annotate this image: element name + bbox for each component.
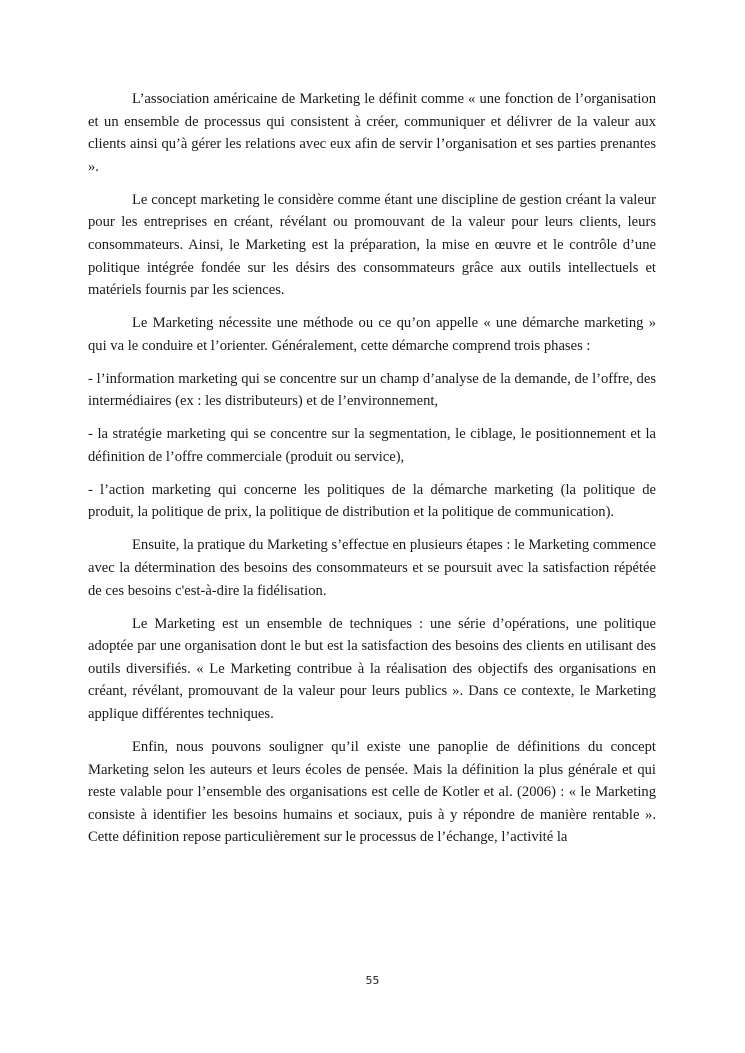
paragraph-marketing-practice: Ensuite, la pratique du Marketing s’effectue en plusieurs étapes : le Marketing commence avec la détermination des besoins des consommateurs et se poursuit avec la satisfaction répétée de ces besoins c'est-à-dire la fidélisation. (88, 537, 656, 599)
page-number: 55 (365, 974, 380, 987)
paragraph-marketing-concept: Le concept marketing le considère comme étant une discipline de gestion créant la valeur pour les entreprises en créant, révélant ou promouvant de la valeur pour leurs clients, leurs consommateurs. Ainsi, le Marketing est la préparation, la mise en œuvre et le contrôle d’une politique intégrée fondée sur les désirs des consommateurs grâce aux outils intellectuels et matériels fournis par les sciences. (88, 191, 656, 299)
list-item-action-marketing: - l’action marketing qui concerne les politiques de la démarche marketing (la politique de produit, la politique de prix, la politique de distribution et la politique de communication). (88, 481, 656, 521)
list-item-strategy-marketing: - la stratégie marketing qui se concentre sur la segmentation, le ciblage, le positionnement et la définition de l’offre commerciale (produit ou service), (88, 426, 656, 465)
document-page (88, 88, 656, 859)
paragraph-marketing-techniques: Le Marketing est un ensemble de techniques : une série d’opérations, une politique adoptée par une organisation dont le but est la satisfaction des besoins des clients en utilisant des outils diversifiés. « Le Marketing contribue à la réalisation des objectifs des organisations en créant, révélant, promouvant de la valeur pour leurs publics ». Dans ce contexte, le Marketing applique différentes techniques. (88, 615, 656, 722)
paragraph-marketing-method: Le Marketing nécessite une méthode ou ce qu’on appelle « une démarche marketing » qui va le conduire et l’orienter. Généralement, cette démarche comprend trois phases : (88, 315, 656, 354)
paragraph-kotler-definition: Enfin, nous pouvons souligner qu’il existe une panoplie de définitions du concept Marketing selon les auteurs et leurs écoles de pensée. Mais la définition la plus générale et qui reste valable pour l’ensemble des organisations est celle de Kotler et al. (2006) : « le Marketing consiste à identifier les besoins humains et sociaux, puis à y répondre de manière rentable ». Cette définition repose particulièrement sur le processus de l’échange, l’activité la (88, 738, 656, 846)
list-item-information-marketing: - l’information marketing qui se concentre sur un champ d’analyse de la demande, de l’offre, des intermédiaires (ex : les distributeurs) et de l’environnement, (88, 370, 656, 410)
paragraph-ama-definition: L’association américaine de Marketing le définit comme « une fonction de l’organisation et un ensemble de processus qui consistent à créer, communiquer et délivrer de la valeur aux clients ainsi qu’à gérer les relations avec eux afin de servir l’organisation et ses parties prenantes ». (88, 91, 656, 175)
